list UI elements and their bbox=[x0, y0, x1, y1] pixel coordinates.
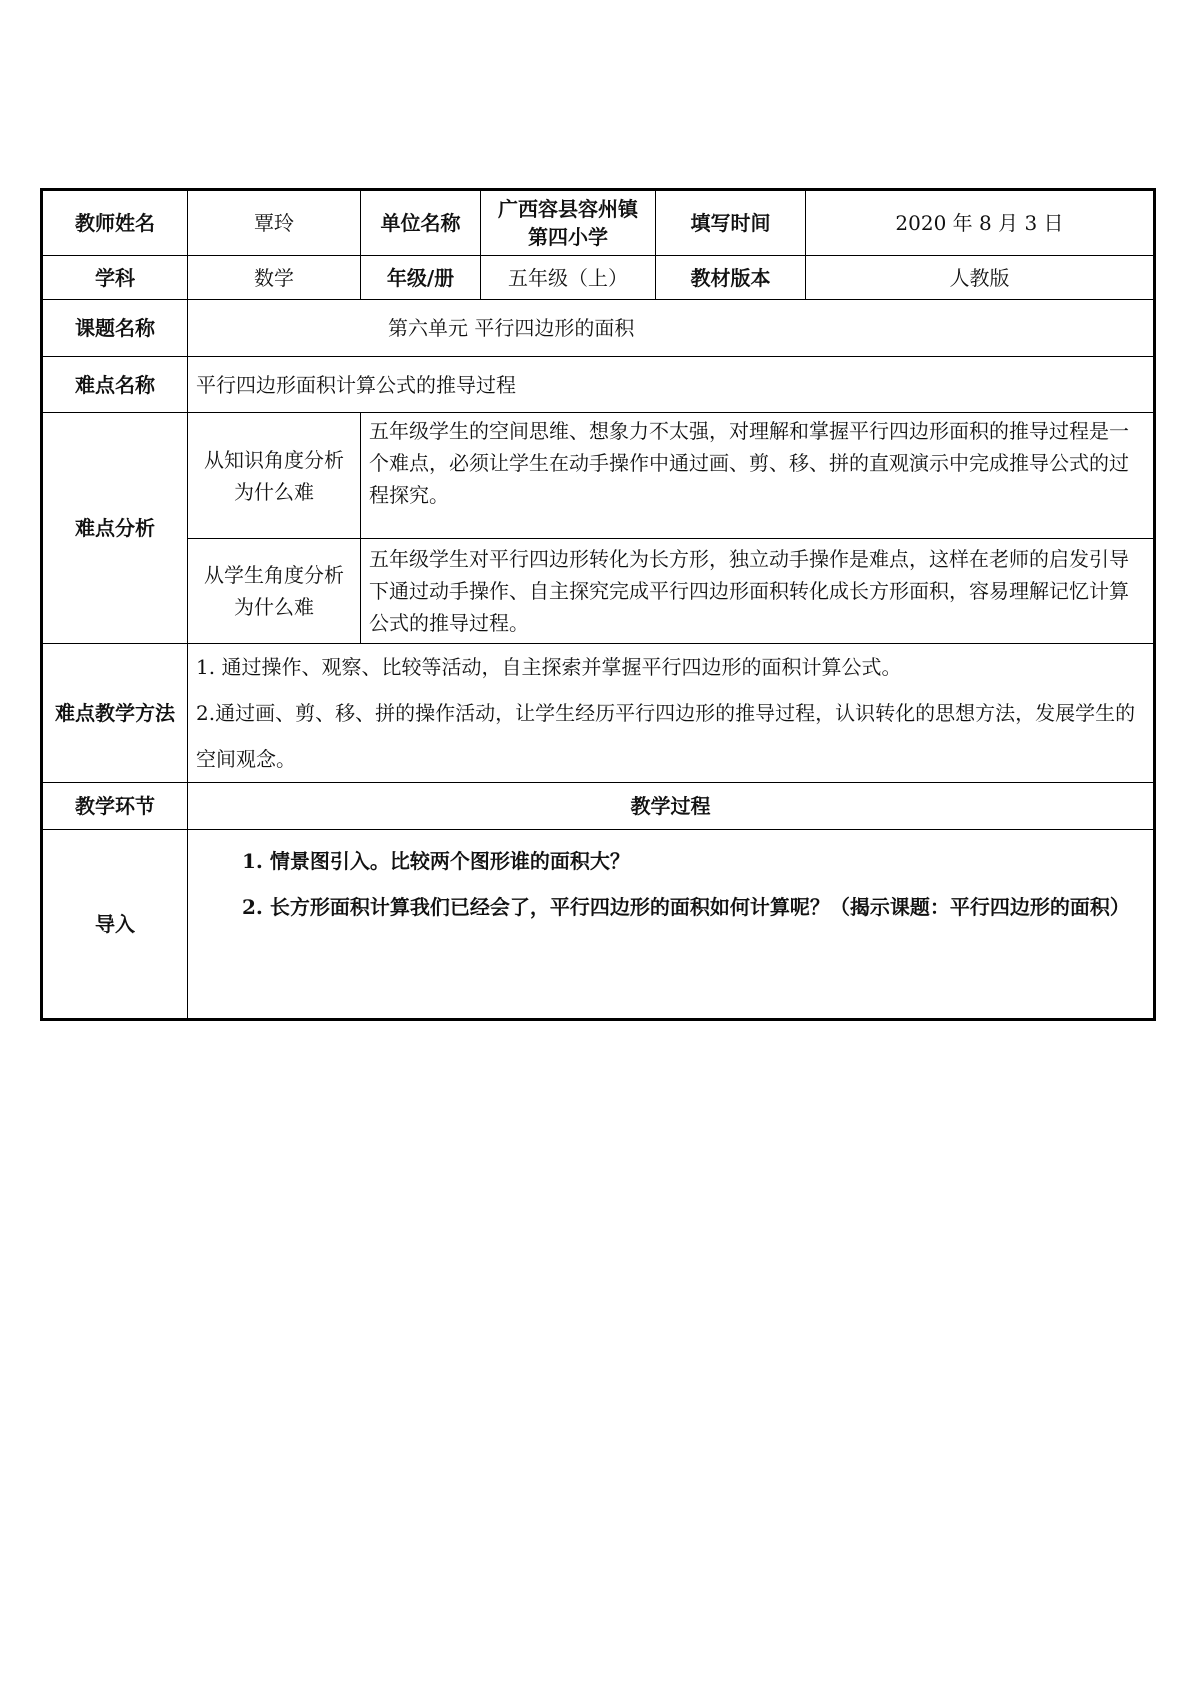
teacher-name-label: 教师姓名 bbox=[42, 190, 188, 256]
analysis-label: 难点分析 bbox=[42, 413, 188, 644]
intro-item-1: 1. 情景图引入。比较两个图形谁的面积大？ bbox=[242, 849, 630, 873]
intro-label: 导入 bbox=[42, 830, 188, 1020]
student-angle-text: 五年级学生对平行四边形转化为长方形，独立动手操作是难点，这样在老师的启发引导下通过动手操作、自主探究完成平行四边形面积转化成长方形面积，容易理解记忆计算公式的推导过程。 bbox=[361, 539, 1155, 644]
student-angle-label: 从学生角度分析为什么难 bbox=[188, 539, 361, 644]
topic-row bbox=[42, 300, 1155, 357]
difficulty-label: 难点名称 bbox=[42, 357, 188, 413]
teaching-stage-header: 教学环节 bbox=[42, 783, 188, 830]
intro-content bbox=[188, 830, 1155, 1020]
header-row-2 bbox=[42, 256, 1155, 300]
teaching-process-header: 教学过程 bbox=[188, 783, 1155, 830]
analysis-student-row bbox=[42, 539, 1155, 644]
method-item-1: 1. 通过操作、观察、比较等活动，自主探索并掌握平行四边形的面积计算公式。 bbox=[196, 655, 902, 679]
difficulty-row bbox=[42, 357, 1155, 413]
method-row bbox=[42, 644, 1155, 783]
difficulty-value: 平行四边形面积计算公式的推导过程 bbox=[188, 357, 1155, 413]
knowledge-angle-label: 从知识角度分析为什么难 bbox=[188, 413, 361, 539]
topic-label: 课题名称 bbox=[42, 300, 188, 357]
subject-label: 学科 bbox=[42, 256, 188, 300]
method-content bbox=[188, 644, 1155, 783]
grade-value: 五年级（上） bbox=[481, 256, 656, 300]
analysis-knowledge-row bbox=[42, 413, 1155, 539]
fill-date-value: 2020 年 8 月 3 日 bbox=[806, 190, 1155, 256]
method-item-2: 2.通过画、剪、移、拼的操作活动，让学生经历平行四边形的推导过程，认识转化的思想方法，发展学生的空间观念。 bbox=[196, 701, 1136, 771]
fill-date-label: 填写时间 bbox=[656, 190, 806, 256]
topic-value: 第六单元 平行四边形的面积 bbox=[188, 300, 1155, 357]
intro-row bbox=[42, 830, 1155, 1020]
unit-name-value: 广西容县容州镇第四小学 bbox=[481, 190, 656, 256]
knowledge-angle-text: 五年级学生的空间思维、想象力不太强，对理解和掌握平行四边形面积的推导过程是一个难点，必须让学生在动手操作中通过画、剪、移、拼的直观演示中完成推导公式的过程探究。 bbox=[361, 413, 1155, 539]
teacher-name-value: 覃玲 bbox=[188, 190, 361, 256]
process-header-row bbox=[42, 783, 1155, 830]
edition-label: 教材版本 bbox=[656, 256, 806, 300]
intro-item-2: 2. 长方形面积计算我们已经会了，平行四边形的面积如何计算呢？（揭示课题：平行四边形的面积） bbox=[242, 895, 1130, 919]
grade-label: 年级/册 bbox=[361, 256, 481, 300]
edition-value: 人教版 bbox=[806, 256, 1155, 300]
unit-name-label: 单位名称 bbox=[361, 190, 481, 256]
subject-value: 数学 bbox=[188, 256, 361, 300]
header-row-1 bbox=[42, 190, 1155, 256]
lesson-plan-table bbox=[40, 188, 1156, 1021]
method-label: 难点教学方法 bbox=[42, 644, 188, 783]
